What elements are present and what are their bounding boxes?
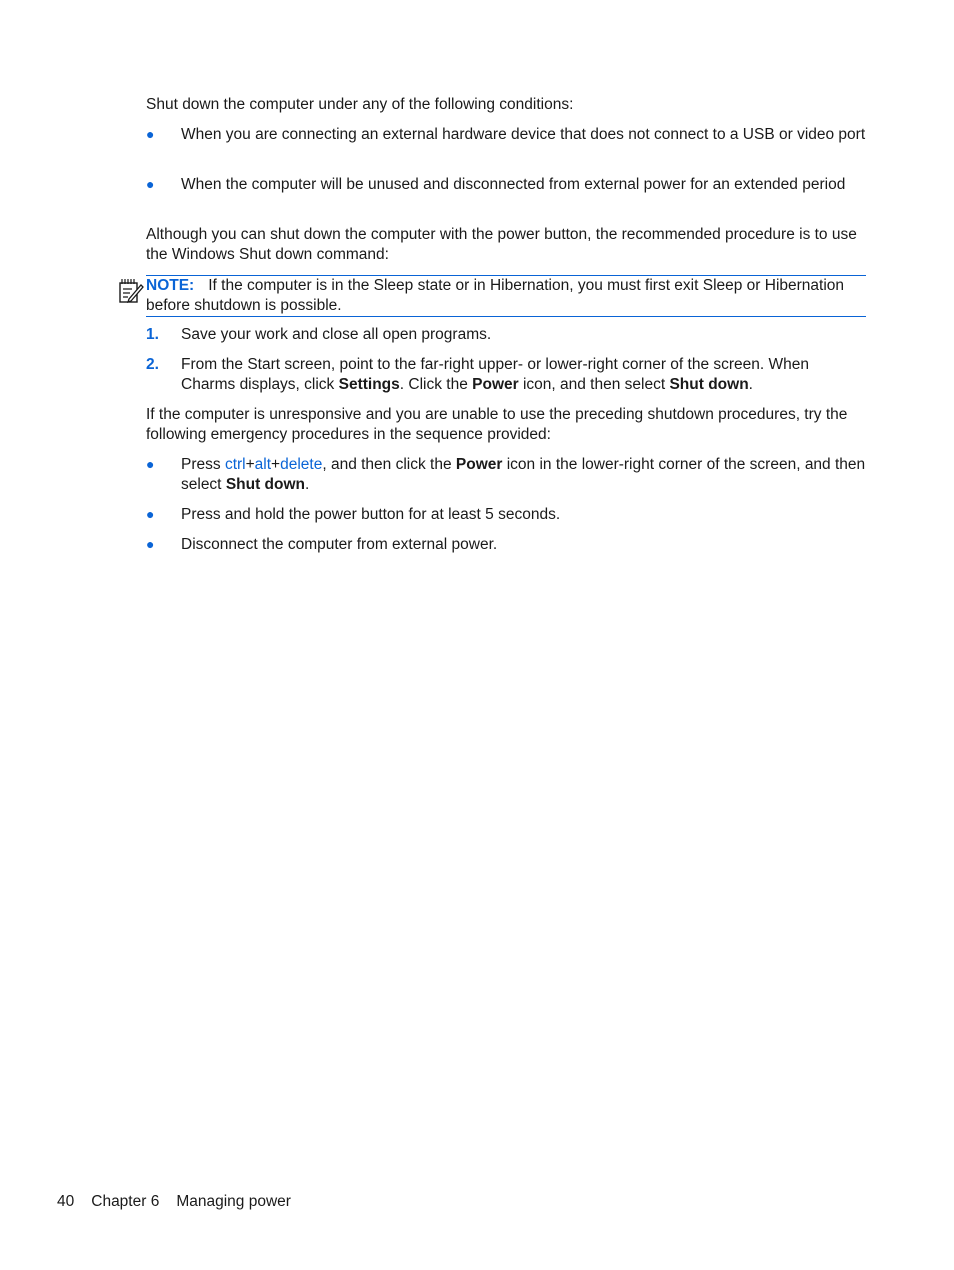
emergency-text: Press and hold the power button for at least 5 seconds.	[181, 506, 561, 523]
condition-text: When you are connecting an external hardware device that does not connect to a USB or video port	[181, 126, 866, 143]
ctrl-key: ctrl	[224, 456, 246, 473]
condition-text: When the computer will be unused and disconnected from external power for an extended period	[181, 176, 846, 193]
page-footer	[57, 1192, 308, 1212]
unresponsive-paragraph: If the computer is unresponsive and you are unable to use the preceding shutdown procedures, try the following emergency procedures in the sequence provided:	[146, 406, 848, 443]
bullet-icon: ●	[146, 456, 155, 472]
recommendation-paragraph: Although you can shut down the computer with the power button, the recommended procedure is to use the Windows Shut down command:	[146, 226, 857, 263]
note-box	[146, 275, 866, 317]
note-text-block	[146, 276, 866, 315]
step-number: 2.	[146, 356, 159, 373]
bullet-icon: ●	[146, 506, 155, 522]
alt-key: alt	[254, 456, 272, 473]
chapter-title: Managing power	[176, 1193, 291, 1210]
intro-paragraph: Shut down the computer under any of the following conditions:	[146, 96, 574, 113]
delete-key: delete	[280, 456, 323, 473]
step-text: From the Start screen, point to the far-right upper- or lower-right corner of the screen. When Charms displays, click Settings. Click the Power icon, and then select Shut down.	[181, 356, 810, 393]
step-text: Save your work and close all open programs.	[181, 326, 492, 343]
step-number: 1.	[146, 326, 159, 343]
emergency-text: Disconnect the computer from external power.	[181, 536, 498, 553]
bullet-icon: ●	[146, 126, 155, 142]
chapter-label: Chapter 6	[91, 1193, 160, 1210]
note-label: NOTE:	[146, 277, 195, 294]
emergency-text: Press ctrl+alt+delete, and then click the Power icon in the lower-right corner of the screen, and then select Shut down.	[181, 456, 866, 493]
note-icon	[118, 278, 144, 304]
bullet-icon: ●	[146, 176, 155, 192]
bullet-icon: ●	[146, 536, 155, 552]
note-text: If the computer is in the Sleep state or in Hibernation, you must first exit Sleep or Hibernation before shutdown is possible.	[146, 277, 845, 314]
page-number: 40	[57, 1193, 75, 1210]
